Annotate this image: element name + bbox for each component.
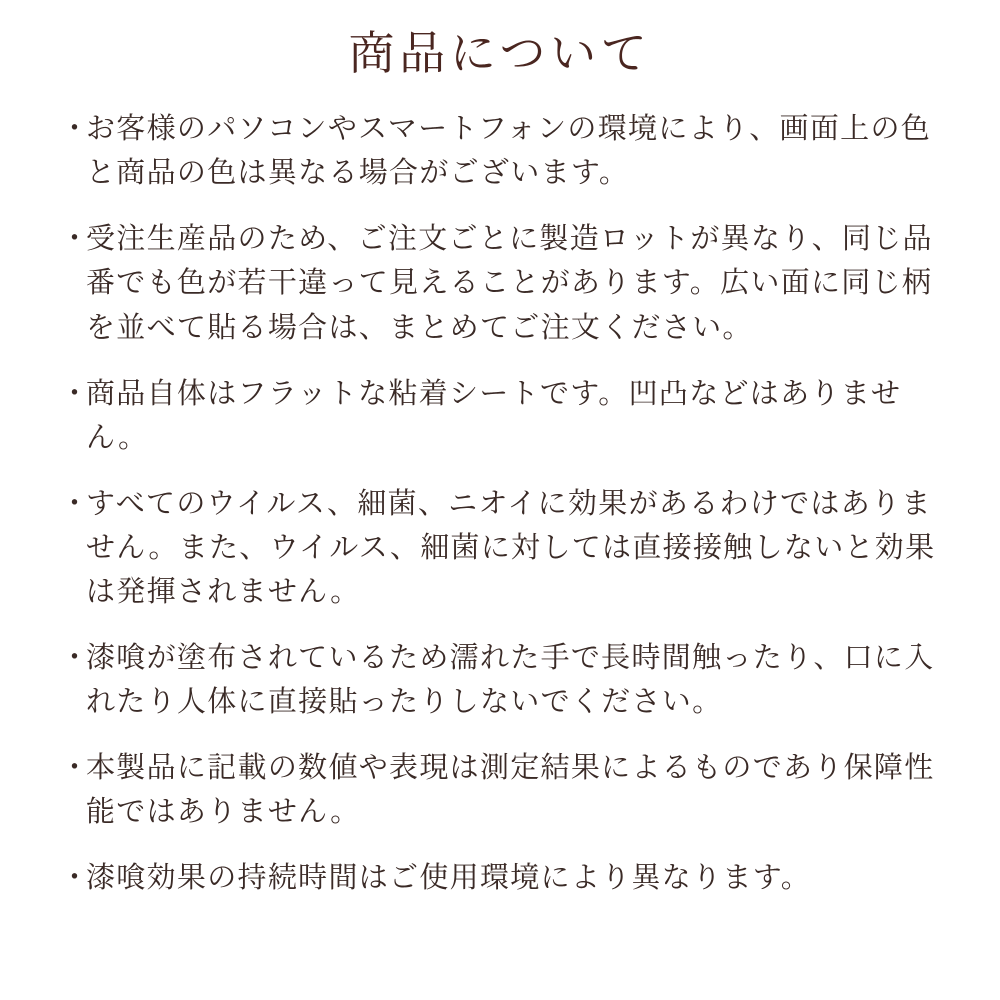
bullet-icon: ・	[60, 641, 91, 674]
note-text: 漆喰が塗布されているため濡れた手で長時間触ったり、口に入れたり人体に直接貼ったりしないでください。	[86, 641, 935, 719]
list-item	[60, 372, 940, 460]
note-text: 本製品に記載の数値や表現は測定結果によるものであり保障性能ではありません。	[86, 752, 935, 829]
bullet-icon: ・	[60, 113, 91, 146]
bullet-icon: ・	[60, 752, 91, 785]
page-title: 商品について	[348, 27, 652, 79]
note-text: お客様のパソコンやスマートフォンの環境により、画面上の色と商品の色は異なる場合がございます。	[86, 113, 932, 190]
note-text: 受注生産品のため、ご注文ごとに製造ロットが異なり、同じ品番でも色が若干違って見えることがあります。広い面に同じ柄を並べて貼る場合は、まとめてご注文ください。	[86, 223, 933, 344]
list-item	[60, 107, 940, 195]
list-item	[60, 636, 940, 724]
list-item	[60, 746, 940, 834]
bullet-icon: ・	[60, 223, 91, 256]
list-item	[60, 482, 940, 614]
bullet-icon: ・	[60, 377, 91, 410]
list-item	[60, 217, 940, 349]
bullet-icon: ・	[60, 487, 91, 520]
note-text: 商品自体はフラットな粘着シートです。凹凸などはありません。	[86, 377, 902, 454]
list-item	[60, 856, 940, 900]
note-text: 漆喰効果の持続時間はご使用環境により異なります。	[86, 862, 812, 895]
bullet-icon: ・	[60, 862, 91, 895]
note-text: すべてのウイルス、細菌、ニオイに効果があるわけではありません。また、ウイルス、細菌に対しては直接接触しないと効果は発揮されません。	[86, 487, 936, 608]
notes-list	[60, 107, 940, 900]
